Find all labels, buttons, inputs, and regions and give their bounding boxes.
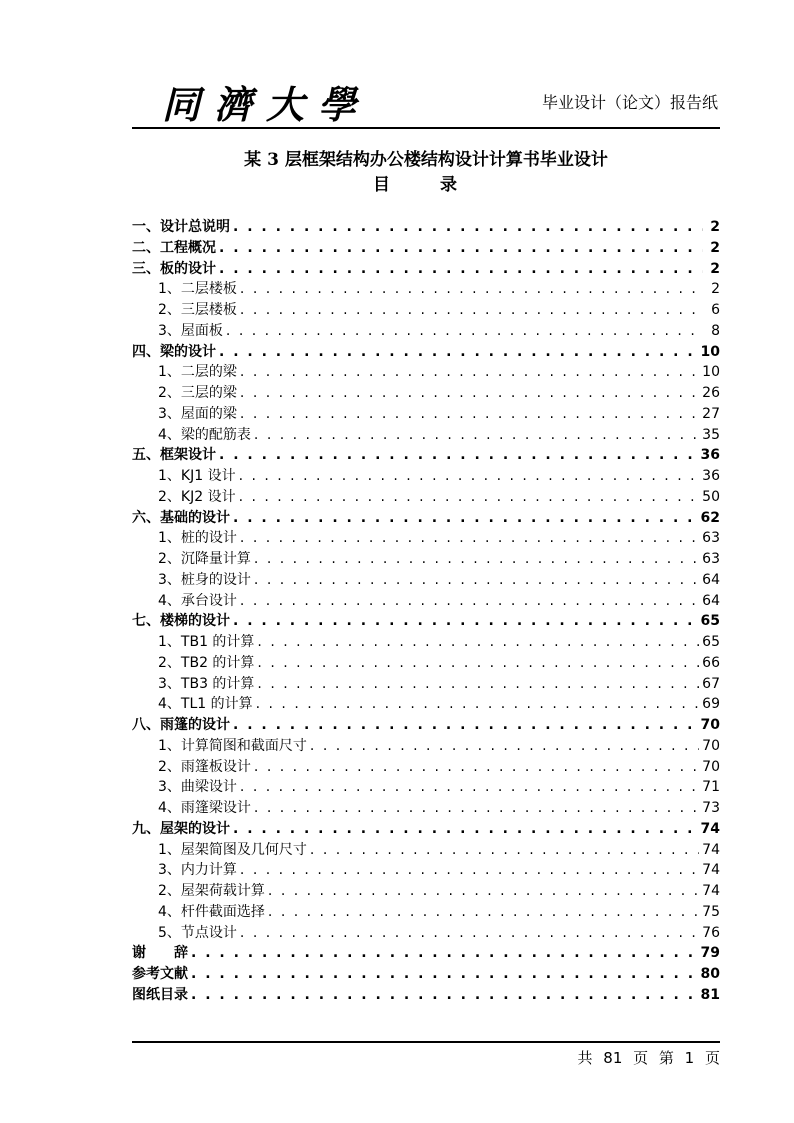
toc-entry-label: 五、框架设计 [132,447,216,464]
toc-dot-leader [191,987,698,1003]
toc-dot-leader [240,925,699,941]
header-rule [132,127,720,129]
toc-entry[interactable] [132,341,720,362]
toc-entry-label: 七、楼梯的设计 [132,613,230,630]
toc-entry-label: 2、沉降量计算 [158,551,251,567]
toc-dot-leader [233,717,698,733]
toc-entry-label: 4、杆件截面选择 [158,903,265,920]
toc-dot-leader [257,655,699,671]
table-of-contents [132,216,720,1005]
toc-entry-page: 70 [700,717,720,733]
toc-entry-page: 2 [711,281,720,298]
toc-dot-leader [240,779,699,795]
report-paper-label: 毕业设计（论文）报告纸 [541,93,718,112]
toc-entry-label: 1、二层的梁 [158,364,237,381]
toc-dot-leader [240,364,699,380]
toc-dot-leader [256,696,700,712]
toc-dot-leader [191,945,698,961]
toc-entry-label: 2、三层楼板 [158,302,237,318]
toc-dot-leader [191,966,698,982]
university-logo: 同濟大學 [162,82,371,127]
toc-entry-page: 65 [702,634,720,650]
toc-entry[interactable] [132,507,720,528]
toc-dot-leader [254,572,699,588]
toc-entry-page: 74 [702,841,720,858]
toc-entry[interactable] [132,839,720,860]
toc-entry-label: 四、梁的设计 [132,343,216,360]
toc-entry-page: 75 [702,903,720,920]
toc-entry-label: 1、KJ1 设计 [158,468,236,484]
toc-dot-leader [240,530,699,546]
toc-entry[interactable] [132,444,720,465]
toc-entry-label: 2、KJ2 设计 [158,488,236,505]
toc-entry-page: 65 [700,613,720,630]
toc-entry[interactable] [132,922,720,943]
toc-dot-leader [219,261,703,277]
toc-entry-page: 2 [710,239,720,256]
toc-heading: 目 录 [373,175,479,195]
toc-dot-leader [257,634,699,650]
toc-entry-label: 5、节点设计 [158,924,237,941]
toc-entry-label: 八、雨篷的设计 [132,717,230,733]
toc-dot-leader [240,302,703,318]
toc-entry-label: 2、TB2 的计算 [158,654,255,671]
toc-entry-page: 71 [702,779,720,796]
toc-entry[interactable] [132,278,720,299]
toc-entry[interactable] [132,673,720,694]
toc-entry-label: 九、屋架的设计 [132,820,230,837]
toc-entry[interactable] [132,963,720,984]
toc-entry-label: 1、屋架简图及几何尺寸 [158,841,307,858]
toc-entry[interactable] [132,714,720,735]
toc-dot-leader [219,344,698,360]
toc-entry-page: 70 [702,737,720,754]
toc-entry-page: 64 [702,571,720,588]
toc-entry[interactable] [132,548,720,569]
page-footer: 共 81 页 第 1 页 [577,1049,720,1067]
toc-entry-page: 73 [702,800,720,816]
toc-entry[interactable] [132,880,720,901]
toc-entry-label: 谢 辞 [132,945,188,962]
toc-entry-page: 26 [702,385,720,401]
toc-entry[interactable] [132,776,720,797]
toc-dot-leader [226,323,703,339]
toc-entry-label: 2、三层的梁 [158,385,237,401]
toc-entry-label: 3、屋面板 [158,322,223,339]
toc-dot-leader [310,842,699,858]
toc-dot-leader [219,240,703,256]
toc-entry-label: 3、内力计算 [158,862,237,879]
toc-dot-leader [233,219,703,235]
toc-entry-page: 67 [702,675,720,692]
toc-entry-page: 63 [702,551,720,567]
toc-entry-page: 81 [700,986,720,1003]
toc-entry[interactable] [132,320,720,341]
toc-entry-page: 74 [702,862,720,879]
toc-entry-label: 3、TB3 的计算 [158,675,255,692]
toc-entry[interactable] [132,569,720,590]
toc-entry-label: 1、二层楼板 [158,281,237,298]
toc-dot-leader [240,406,699,422]
toc-entry-label: 4、梁的配筋表 [158,426,251,443]
toc-dot-leader [233,821,698,837]
toc-dot-leader [239,468,700,484]
toc-entry-page: 8 [711,322,720,339]
toc-entry-label: 4、雨篷梁设计 [158,800,251,816]
toc-entry-page: 2 [710,219,720,235]
toc-entry[interactable] [132,693,720,714]
toc-entry-label: 1、TB1 的计算 [158,634,255,650]
toc-entry-page: 10 [700,343,720,360]
toc-entry-page: 76 [702,924,720,941]
toc-entry-page: 36 [700,447,720,464]
toc-entry[interactable] [132,590,720,611]
toc-entry[interactable] [132,859,720,880]
toc-entry[interactable] [132,735,720,756]
toc-entry[interactable] [132,756,720,777]
toc-entry[interactable] [132,942,720,963]
toc-dot-leader [233,510,698,526]
toc-entry-label: 三、板的设计 [132,260,216,277]
toc-entry-page: 2 [710,260,720,277]
toc-entry-label: 2、雨篷板设计 [158,758,251,775]
toc-dot-leader [268,883,699,899]
toc-entry-label: 4、TL1 的计算 [158,696,253,713]
toc-entry-label: 1、桩的设计 [158,530,237,547]
toc-entry-page: 6 [711,302,720,318]
toc-entry-page: 79 [700,945,720,962]
toc-entry[interactable] [132,382,720,403]
toc-entry-label: 参考文献 [132,966,188,982]
toc-entry-page: 64 [702,592,720,609]
toc-entry[interactable] [132,486,720,507]
toc-entry[interactable] [132,631,720,652]
toc-dot-leader [240,281,703,297]
toc-entry[interactable] [132,216,720,237]
toc-dot-leader [254,759,699,775]
toc-dot-leader [219,447,698,463]
toc-dot-leader [254,800,699,816]
toc-dot-leader [240,385,699,401]
toc-entry[interactable] [132,984,720,1005]
toc-dot-leader [240,593,699,609]
toc-dot-leader [310,738,699,754]
toc-entry-page: 69 [702,696,720,713]
toc-dot-leader [268,904,699,920]
toc-dot-leader [254,427,699,443]
toc-entry-label: 3、曲梁设计 [158,779,237,796]
toc-entry-label: 图纸目录 [132,986,188,1003]
toc-entry-label: 1、计算简图和截面尺寸 [158,737,307,754]
toc-entry-page: 35 [702,426,720,443]
toc-entry-page: 10 [702,364,720,381]
toc-entry-page: 50 [702,488,720,505]
toc-entry-label: 二、工程概况 [132,239,216,256]
toc-entry[interactable] [132,901,720,922]
footer-rule [132,1041,720,1043]
toc-entry-page: 62 [700,509,720,526]
toc-entry[interactable] [132,258,720,279]
toc-entry-page: 70 [702,758,720,775]
toc-entry[interactable] [132,403,720,424]
toc-entry-page: 66 [702,654,720,671]
toc-entry-label: 2、屋架荷载计算 [158,883,265,899]
toc-entry[interactable] [132,424,720,445]
toc-entry[interactable] [132,527,720,548]
toc-entry-page: 74 [700,820,720,837]
toc-dot-leader [240,862,699,878]
document-title: 某 3 层框架结构办公楼结构设计计算书毕业设计 [244,150,608,170]
toc-entry-label: 3、桩身的设计 [158,571,251,588]
toc-entry[interactable] [132,610,720,631]
toc-entry-page: 80 [700,966,720,982]
toc-entry[interactable] [132,299,720,320]
toc-dot-leader [233,613,698,629]
toc-entry-label: 3、屋面的梁 [158,405,237,422]
toc-entry-label: 六、基础的设计 [132,509,230,526]
toc-entry-page: 27 [702,405,720,422]
page-header [132,70,720,128]
toc-entry[interactable] [132,652,720,673]
toc-entry-label: 一、设计总说明 [132,219,230,235]
toc-entry[interactable] [132,797,720,818]
toc-dot-leader [254,551,699,567]
toc-entry-page: 63 [702,530,720,547]
toc-entry[interactable] [132,237,720,258]
toc-entry-page: 36 [702,468,720,484]
toc-dot-leader [239,489,700,505]
toc-entry[interactable] [132,818,720,839]
toc-entry-label: 4、承台设计 [158,592,237,609]
toc-entry-page: 74 [702,883,720,899]
toc-entry[interactable] [132,361,720,382]
toc-dot-leader [257,676,699,692]
toc-entry[interactable] [132,465,720,486]
